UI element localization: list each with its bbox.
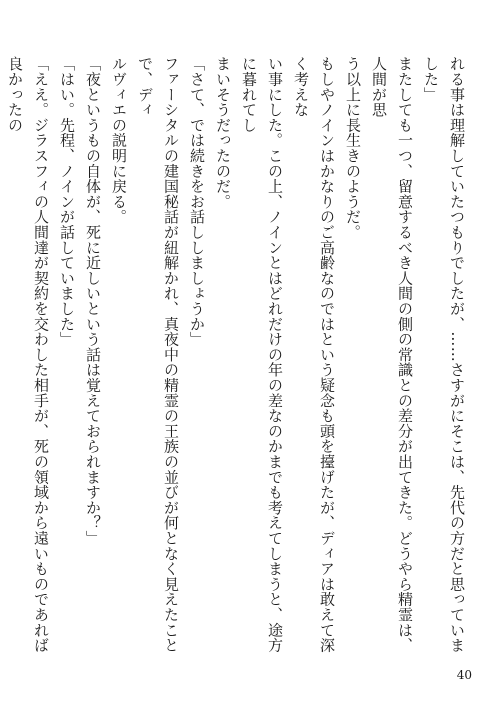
- text-line: 「夜というもの自体が、死に近しいという話は覚えておられますか？」: [84, 56, 102, 546]
- text-line: ファーシタルの建国秘話が紐解かれ、真夜中の精霊の王族の並びが何となく見えたことで、ディ: [136, 56, 180, 653]
- text-line: またしても一つ、留意するべき人間の側の常識との差分が出てきた。どうやら精霊は、人間が思: [370, 56, 414, 653]
- text-line: まいそうだったのだ。: [214, 56, 232, 209]
- text-line: 「ええ。ジラスフィの人間達が契約を交わした相手が、死の領域から遠いものであれば良かったの: [6, 56, 50, 653]
- text-line: [0, 56, 2, 656]
- text-line: 「はい。先程、ノインが話していました」: [58, 56, 76, 347]
- text-line: もしやノインはかなりのご高齢なのではという疑念も頭を擡げたが、ディアは敢えて深く考えな: [292, 56, 336, 653]
- page-number: 40: [456, 668, 472, 682]
- text-line: 「さて、では続きをお話ししましょうか」: [188, 56, 206, 347]
- vertical-text-body: [6, 56, 470, 656]
- text-line: れる事は理解していたつもりでしたが、……さすがにそこは、先代の方だと思っていました」: [422, 56, 466, 653]
- text-line: ルヴィエの説明に戻る。: [110, 56, 128, 225]
- text-line: い事にした。この上、ノインとはどれだけの年の差なのかまでも考えてしまうと、途方に暮れてし: [240, 56, 284, 653]
- text-line: う以上に長生きのようだ。: [344, 56, 362, 240]
